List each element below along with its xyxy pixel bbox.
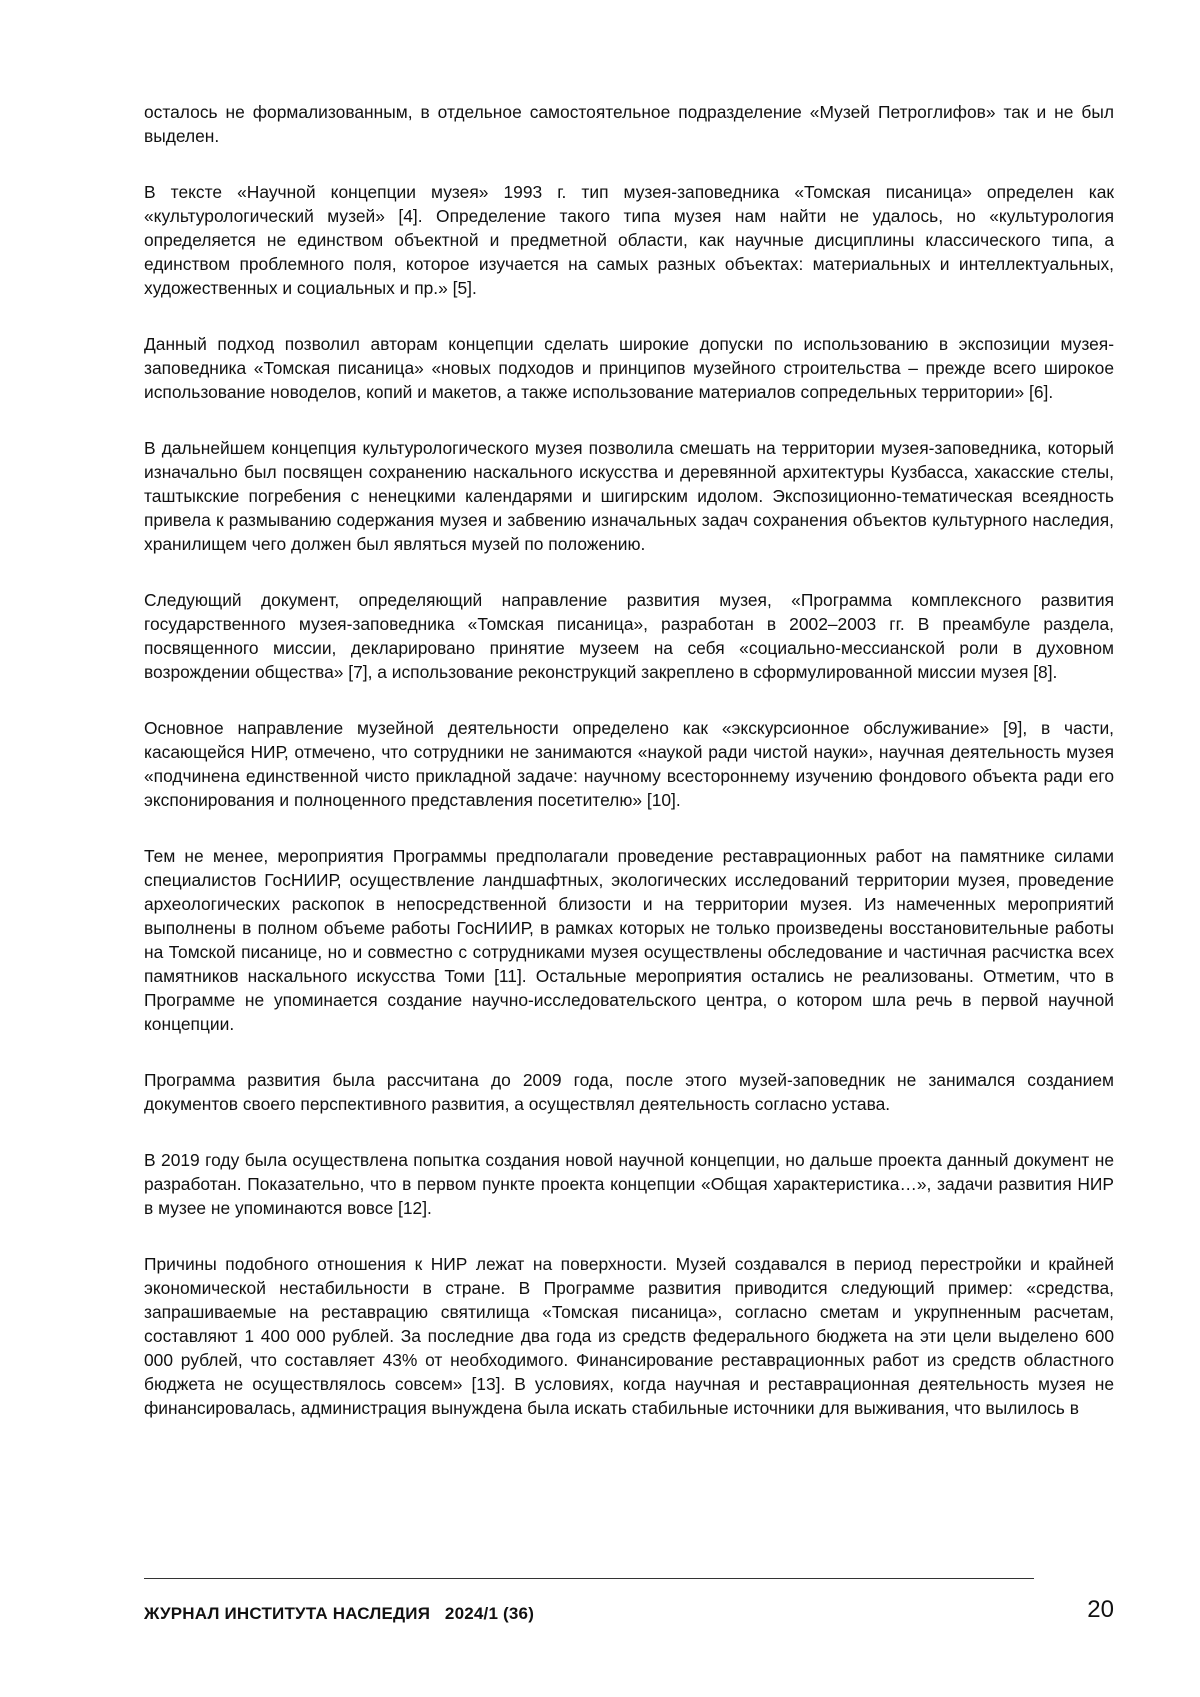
page-number: 20 xyxy=(1087,1596,1114,1623)
document-body xyxy=(144,100,1114,1452)
paragraph: Следующий документ, определяющий направление развития музея, «Программа комплексного развития государственного музея-заповедника «Томская писаница», разработан в 2002–2003 гг. В преамбуле раздела, посвященного миссии, декларировано принятие музеем на себя «социально-мессианской роли в духовном возрождении общества» [7], а использование реконструкций закреплено в сформулированной миссии музея [8]. xyxy=(144,590,1114,682)
paragraph: В тексте «Научной концепции музея» 1993 г. тип музея-заповедника «Томская писаница» определен как «культурологический музей» [4]. Определение такого типа музея нам найти не удалось, но «культурология определяется не единством объектной и предметной области, как научные дисциплины классического типа, а единством проблемного поля, которое изучается на самых разных объектах: материальных и интеллектуальных, художественных и социальных и пр.» [5]. xyxy=(144,182,1114,298)
paragraph: Причины подобного отношения к НИР лежат на поверхности. Музей создавался в период перестройки и крайней экономической нестабильности в стране. В Программе развития приводится следующий пример: «средства, запрашиваемые на реставрацию святилища «Томская писаница», согласно сметам и укрупненным расчетам, составляют 1 400 000 рублей. За последние два года из средств федерального бюджета на эти цели выделено 600 000 рублей, что составляет 43% от необходимого. Финансирование реставрационных работ из средств областного бюджета не осуществлялось совсем» [13]. В условиях, когда научная и реставрационная деятельность музея не финансировалась, администрация вынуждена была искать стабильные источники для выживания, что вылилось в xyxy=(144,1254,1114,1418)
paragraph: Данный подход позволил авторам концепции сделать широкие допуски по использованию в экспозиции музея-заповедника «Томская писаница» «новых подходов и принципов музейного строительства – прежде всего широкое использование новоделов, копий и макетов, а также использование материалов сопредельных территории» [6]. xyxy=(144,334,1114,402)
paragraph: В дальнейшем концепция культурологического музея позволила смешать на территории музея-заповедника, который изначально был посвящен сохранению наскального искусства и деревянной архитектуры Кузбасса, хакасские стелы, таштыкские погребения с ненецкими календарями и шигирским идолом. Экспозиционно-тематическая всеядность привела к размыванию содержания музея и забвению изначальных задач сохранения объектов культурного наследия, хранилищем чего должен был являться музей по положению. xyxy=(144,438,1114,554)
page-footer xyxy=(144,1596,1114,1630)
footer-divider xyxy=(144,1578,1034,1579)
paragraph: Тем не менее, мероприятия Программы предполагали проведение реставрационных работ на памятнике силами специалистов ГосНИИР, осуществление ландшафтных, экологических исследований территории музея, проведение археологических раскопок в непосредственной близости и на территории музея. Из намеченных мероприятий выполнены в полном объеме работы ГосНИИР, в рамках которых не только произведены восстановительные работы на Томской писанице, но и совместно с сотрудниками музея осуществлены обследование и частичная расчистка всех памятников наскального искусства Томи [11]. Остальные мероприятия остались не реализованы. Отметим, что в Программе не упоминается создание научно-исследовательского центра, о котором шла речь в первой научной концепции. xyxy=(144,846,1114,1034)
paragraph: Основное направление музейной деятельности определено как «экскурсионное обслуживание» [9], в части, касающейся НИР, отмечено, что сотрудники не занимаются «наукой ради чистой науки», научная деятельность музея «подчинена единственной чисто прикладной задаче: научному всестороннему изучению фондового объекта ради его экспонирования и полноценного представления посетителю» [10]. xyxy=(144,718,1114,810)
paragraph: Программа развития была рассчитана до 2009 года, после этого музей-заповедник не занимался созданием документов своего перспективного развития, а осуществлял деятельность согласно устава. xyxy=(144,1070,1114,1114)
paragraph: осталось не формализованным, в отдельное самостоятельное подразделение «Музей Петроглифов» так и не был выделен. xyxy=(144,102,1114,146)
paragraph: В 2019 году была осуществлена попытка создания новой научной концепции, но дальше проекта данный документ не разработан. Показательно, что в первом пункте проекта концепции «Общая характеристика…», задачи развития НИР в музее не упоминаются вовсе [12]. xyxy=(144,1150,1114,1218)
journal-title: ЖУРНАЛ ИНСТИТУТА НАСЛЕДИЯ 2024/1 (36) xyxy=(144,1604,535,1623)
